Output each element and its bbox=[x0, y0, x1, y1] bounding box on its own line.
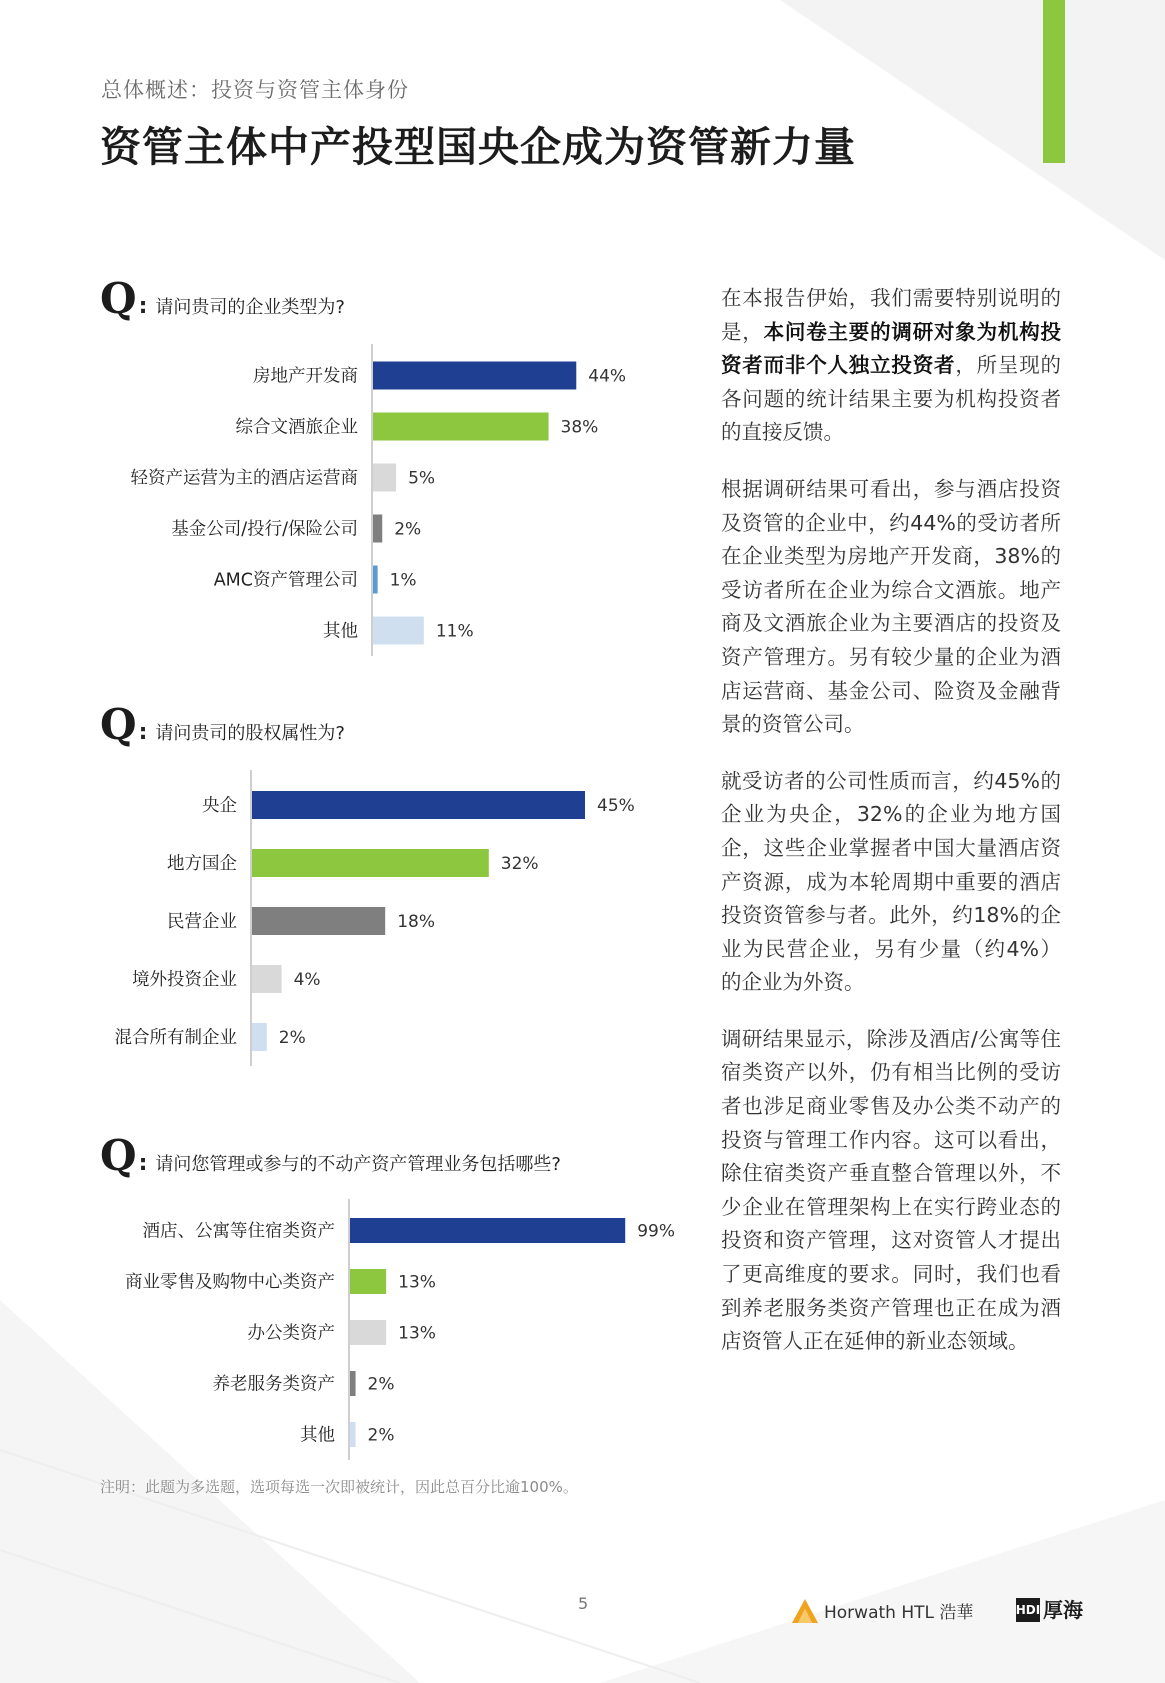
category-label: 商业零售及购物中心类资产 bbox=[125, 1272, 335, 1293]
bar bbox=[350, 1218, 625, 1243]
page-number: 5 bbox=[578, 1594, 589, 1613]
category-label: 混合所有制企业 bbox=[114, 1028, 237, 1048]
value-label: 5% bbox=[408, 468, 436, 489]
question-1 bbox=[100, 274, 345, 323]
bar bbox=[373, 362, 576, 390]
q-colon: : bbox=[138, 294, 148, 319]
page-title: 资管主体中产投型国央企成为资管新力量 bbox=[100, 123, 856, 171]
category-label: 基金公司/投行/保险公司 bbox=[171, 519, 358, 540]
bar bbox=[373, 413, 549, 441]
bar bbox=[373, 617, 424, 645]
hohi-logo-text: 厚海 bbox=[1043, 1598, 1083, 1622]
q-mark: Q bbox=[100, 274, 137, 323]
bar bbox=[252, 1023, 267, 1051]
bar bbox=[373, 566, 378, 594]
value-label: 45% bbox=[597, 796, 635, 816]
value-label: 32% bbox=[500, 854, 539, 874]
question-text: 请问您管理或参与的不动产资产管理业务包括哪些? bbox=[155, 1154, 561, 1175]
accent-bar bbox=[1043, 0, 1065, 163]
bar bbox=[373, 515, 382, 543]
paragraph-2: 根据调研结果可看出，参与酒店投资及资管的企业中，约44%的受访者所在企业类型为房地产开发商，38%的受访者所在企业为综合文酒旅。地产商及文酒旅企业为主要酒店的投资及资产管理方。另有较少量的企业为酒店运营商、基金公司、险资及金融背景的资管公司。 bbox=[721, 476, 1061, 737]
paragraph-1: 在本报告伊始，我们需要特别说明的是，本问卷主要的调研对象为机构投资者而非个人独立投资者，所呈现的各问题的统计结果主要为机构投资者的直接反馈。 bbox=[721, 286, 1062, 445]
category-label: 其他 bbox=[300, 1425, 335, 1446]
value-label: 13% bbox=[398, 1272, 436, 1293]
horwath-logo-text: Horwath HTL 浩華 bbox=[824, 1603, 974, 1623]
horwath-logo bbox=[792, 1598, 973, 1623]
category-label: AMC资产管理公司 bbox=[213, 570, 358, 591]
category-label: 房地产开发商 bbox=[253, 366, 358, 387]
value-label: 4% bbox=[293, 970, 321, 990]
chart-company-type bbox=[100, 350, 635, 656]
value-label: 99% bbox=[637, 1221, 676, 1242]
value-label: 2% bbox=[367, 1374, 395, 1395]
section-subtitle: 总体概述：投资与资管主体身份 bbox=[101, 78, 409, 102]
chart-svg bbox=[97, 1205, 684, 1460]
question-text: 请问贵司的企业类型为? bbox=[155, 297, 345, 318]
value-label: 11% bbox=[435, 621, 474, 642]
category-label: 综合文酒旅企业 bbox=[235, 417, 358, 438]
category-label: 办公类资产 bbox=[247, 1323, 335, 1344]
question-2 bbox=[100, 700, 345, 749]
chart-svg bbox=[100, 350, 635, 656]
category-label: 其他 bbox=[323, 621, 358, 642]
bar bbox=[350, 1371, 356, 1396]
bar bbox=[350, 1269, 386, 1294]
bar bbox=[350, 1422, 356, 1447]
value-label: 1% bbox=[389, 570, 417, 591]
category-label: 酒店、公寓等住宿类资产 bbox=[142, 1221, 335, 1242]
category-label: 央企 bbox=[202, 796, 237, 816]
horwath-mountain-icon bbox=[792, 1599, 818, 1623]
question-text: 请问贵司的股权属性为? bbox=[155, 723, 345, 744]
q-colon: : bbox=[138, 1151, 148, 1176]
category-label: 民营企业 bbox=[167, 912, 237, 932]
value-label: 13% bbox=[398, 1323, 436, 1344]
q-mark: Q bbox=[100, 700, 137, 749]
value-label: 2% bbox=[278, 1028, 306, 1048]
body-text bbox=[721, 282, 1061, 1382]
bar bbox=[252, 849, 489, 877]
value-label: 38% bbox=[560, 417, 599, 438]
chart-svg bbox=[100, 776, 644, 1066]
q-mark: Q bbox=[100, 1131, 137, 1180]
question-3 bbox=[100, 1131, 561, 1180]
paragraph-4: 调研结果显示，除涉及酒店/公寓等住宿类资产以外，仍有相当比例的受访者也涉足商业零售及办公类不动产的投资与管理工作内容。这可以看出，除住宿类资产垂直整合管理以外，不少企业在管理架构上在实行跨业态的投资和资产管理，这对资管人才提出了更高维度的要求。同时，我们也看到养老服务类资产管理也正在成为酒店资管人正在延伸的新业态领域。 bbox=[721, 1026, 1061, 1354]
value-label: 2% bbox=[394, 519, 422, 540]
category-label: 地方国企 bbox=[167, 854, 237, 874]
category-label: 轻资产运营为主的酒店运营商 bbox=[130, 468, 358, 489]
bar bbox=[252, 791, 585, 819]
q-colon: : bbox=[138, 720, 148, 745]
chart-ownership bbox=[100, 776, 644, 1066]
hohi-logo-mark: HDI bbox=[1016, 1598, 1040, 1622]
hohi-logo bbox=[1016, 1598, 1083, 1622]
chart-asset-types bbox=[97, 1205, 684, 1460]
bar bbox=[350, 1320, 386, 1345]
footnote: 注明：此题为多选题，选项每选一次即被统计，因此总百分比逾100%。 bbox=[100, 1478, 578, 1496]
value-label: 44% bbox=[588, 366, 627, 387]
bar bbox=[373, 464, 396, 492]
bar bbox=[252, 965, 282, 993]
category-label: 境外投资企业 bbox=[132, 970, 237, 990]
bar bbox=[252, 907, 385, 935]
category-label: 养老服务类资产 bbox=[212, 1374, 335, 1395]
paragraph-3: 就受访者的公司性质而言，约45%的企业为央企，32%的企业为地方国企，这些企业掌握者中国大量酒店资产资源，成为本轮周期中重要的酒店投资资管参与者。此外，约18%的企业为民营企业，另有少量（约4%）的企业为外资。 bbox=[721, 768, 1061, 995]
value-label: 18% bbox=[397, 912, 435, 932]
value-label: 2% bbox=[367, 1425, 395, 1446]
